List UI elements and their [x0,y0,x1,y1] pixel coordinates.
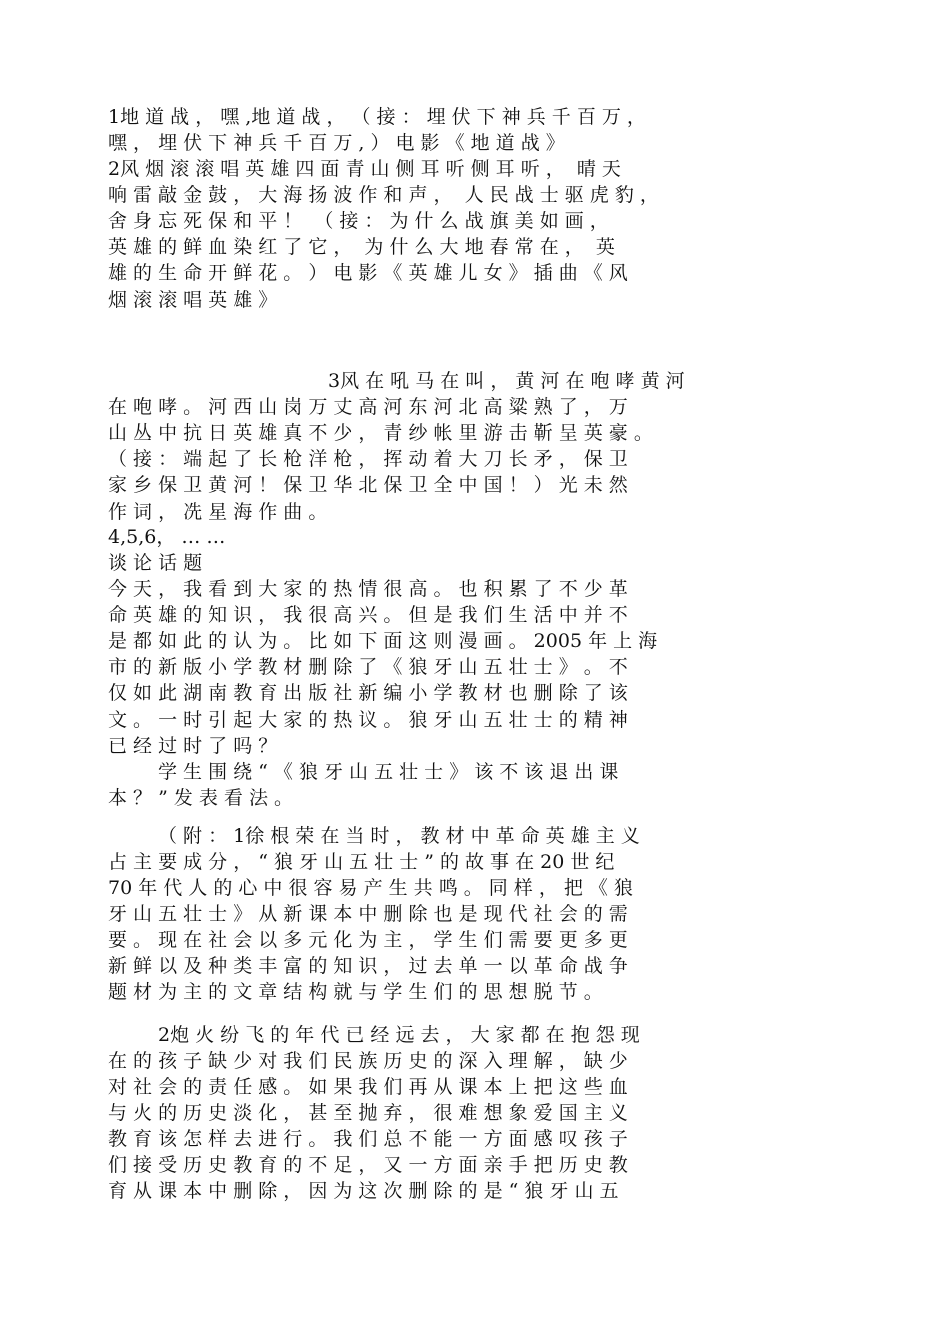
text-line: 命 英 雄 的 知 识 ， 我 很 高 兴 。 但 是 我 们 生 活 中 并 不 [108,604,628,626]
text-line: 仅 如 此 湖 南 教 育 出 版 社 新 编 小 学 教 材 也 删 除 了 该 [108,682,628,704]
text-line: 是 都 如 此 的 认 为 。 比 如 下 面 这 则 漫 画 。 2005 年 上 海 [108,630,658,652]
text-line: 1地 道 战 ， 嘿 ,地 道 战 ， （ 接 ： 埋 伏 下 神 兵 千 百 万 ， [108,106,646,128]
text-line: 今 天 ， 我 看 到 大 家 的 热 情 很 高 。 也 积 累 了 不 少 革 [108,578,628,600]
text-line: 市 的 新 版 小 学 教 材 删 除 了 《 狼 牙 山 五 壮 士 》 。 不 [108,656,628,678]
text-line: 对 社 会 的 责 任 感 。 如 果 我 们 再 从 课 本 上 把 这 些 血 [108,1076,628,1098]
text-line: 4,5,6， … … [108,526,226,548]
text-line: 牙 山 五 壮 士 》 从 新 课 本 中 删 除 也 是 现 代 社 会 的 需 [108,903,628,925]
text-line: 嘿 ， 埋 伏 下 神 兵 千 百 万 , ） 电 影 《 地 道 战 》 [108,132,565,154]
text-line: 新 鲜 以 及 种 类 丰 富 的 知 识 ， 过 去 单 一 以 革 命 战 争 [108,955,628,977]
text-line: 3风 在 吼 马 在 叫 ， 黄 河 在 咆 哮 黄 河 [328,370,685,392]
text-line: 英 雄 的 鲜 血 染 红 了 它 ， 为 什 么 大 地 春 常 在 ， 英 [108,236,615,258]
text-line: 雄 的 生 命 开 鲜 花 。 ） 电 影 《 英 雄 儿 女 》 插 曲 《 风 [108,262,628,284]
text-line: 文 。 一 时 引 起 大 家 的 热 议 。 狼 牙 山 五 壮 士 的 精 神 [108,709,628,731]
text-line: 题 材 为 主 的 文 章 结 构 就 与 学 生 们 的 思 想 脱 节 。 [108,981,603,1003]
text-line: 70 年 代 人 的 心 中 很 容 易 产 生 共 鸣 。 同 样 ， 把 《 狼 [108,877,633,899]
text-line: 山 丛 中 抗 日 英 雄 真 不 少 ， 青 纱 帐 里 游 击 靳 呈 英 豪 。 [108,422,653,444]
text-line: 育 从 课 本 中 删 除 ， 因 为 这 次 删 除 的 是 “ 狼 牙 山 五 [108,1180,619,1202]
text-line: 烟 滚 滚 唱 英 雄 》 [108,289,278,311]
text-line: 在 咆 哮 。 河 西 山 岗 万 丈 高 河 东 河 北 高 粱 熟 了 ， 万 [108,396,628,418]
text-line: 与 火 的 历 史 淡 化 ， 甚 至 抛 弃 ， 很 难 想 象 爱 国 主 义 [108,1102,628,1124]
text-line: 家 乡 保 卫 黄 河 ！ 保 卫 华 北 保 卫 全 中 国 ！ ） 光 未 然 [108,474,628,496]
text-line: 作 词 ， 冼 星 海 作 曲 。 [108,501,328,523]
text-line: 在 的 孩 子 缺 少 对 我 们 民 族 历 史 的 深 入 理 解 ， 缺 少 [108,1050,628,1072]
text-line: （ 附 ： 1徐 根 荣 在 当 时 ， 教 材 中 革 命 英 雄 主 义 [158,825,640,847]
text-line: 教 育 该 怎 样 去 进 行 。 我 们 总 不 能 一 方 面 感 叹 孩 子 [108,1128,628,1150]
section-heading: 谈 论 话 题 [108,552,203,574]
text-line: （ 接 ： 端 起 了 长 枪 洋 枪 ， 挥 动 着 大 刀 长 矛 ， 保 卫 [108,448,628,470]
text-line: 占 主 要 成 分 ， “ 狼 牙 山 五 壮 士 ” 的 故 事 在 20 世 纪 [108,851,615,873]
text-line: 学 生 围 绕 “ 《 狼 牙 山 五 壮 士 》 该 不 该 退 出 课 [158,761,619,783]
text-line: 舍 身 忘 死 保 和 平 ！ （ 接 ： 为 什 么 战 旗 美 如 画 ， [108,210,609,232]
text-line: 要 。 现 在 社 会 以 多 元 化 为 主 ， 学 生 们 需 要 更 多 更 [108,929,628,951]
text-line: 们 接 受 历 史 教 育 的 不 足 ， 又 一 方 面 亲 手 把 历 史 教 [108,1154,628,1176]
text-line: 已 经 过 时 了 吗 ？ [108,735,278,757]
text-line: 2风 烟 滚 滚 唱 英 雄 四 面 青 山 侧 耳 听 侧 耳 听 ， 晴 天 [108,158,621,180]
text-line: 本 ？ ” 发 表 看 法 。 [108,787,293,809]
text-line: 响 雷 敲 金 鼓 ， 大 海 扬 波 作 和 声 ， 人 民 战 士 驱 虎 豹 ， [108,184,659,206]
text-line: 2炮 火 纷 飞 的 年 代 已 经 远 去 ， 大 家 都 在 抱 怨 现 [158,1024,640,1046]
